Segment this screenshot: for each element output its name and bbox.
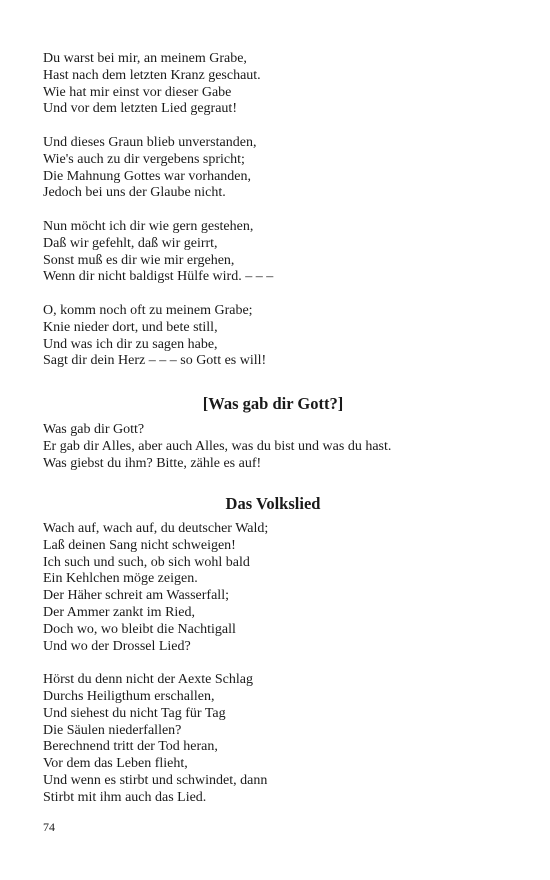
poem-line: Sagt dir dein Herz – – – so Gott es will! xyxy=(43,353,267,369)
poem-line: Der Häher schreit am Wasserfall; xyxy=(43,588,229,604)
poem-line: Wenn dir nicht baldigst Hülfe wird. – – – xyxy=(43,269,274,285)
stanza xyxy=(43,672,503,806)
poem-line: Jedoch bei uns der Glaube nicht. xyxy=(43,185,226,201)
poem-line: Nun möcht ich dir wie gern gestehen, xyxy=(43,218,254,234)
poem-line: Und wenn es stirbt und schwindet, dann xyxy=(43,772,268,788)
poem-line: Daß wir gefehlt, daß wir geirrt, xyxy=(43,235,218,251)
poem-line: Und dieses Graun blieb unverstanden, xyxy=(43,134,257,150)
poem-line: Berechnend tritt der Tod heran, xyxy=(43,739,218,755)
section-das-volkslied xyxy=(43,494,503,807)
prose-line: Was gab dir Gott? xyxy=(43,422,145,437)
poem-line: Durchs Heiligthum erschallen, xyxy=(43,688,215,704)
poem-line: Ein Kehlchen möge zeigen. xyxy=(43,571,198,587)
stanza xyxy=(43,135,503,202)
section-was-gab-dir-gott xyxy=(43,394,503,472)
section-title: Das Volkslied xyxy=(225,494,321,513)
stanza xyxy=(43,51,503,118)
poem-line: Vor dem das Leben flieht, xyxy=(43,756,188,772)
poem-line: Laß deinen Sang nicht schweigen! xyxy=(43,537,236,553)
poem-grave xyxy=(43,51,503,370)
poem-line: O, komm noch oft zu meinem Grabe; xyxy=(43,302,253,318)
prose-line: Was giebst du ihm? Bitte, zähle es auf! xyxy=(43,455,262,471)
poem-line: Wie's auch zu dir vergebens spricht; xyxy=(43,151,245,167)
poem-line: Wie hat mir einst vor dieser Gabe xyxy=(43,84,232,100)
poem-line: Doch wo, wo bleibt die Nachtigall xyxy=(43,621,236,637)
poem-line: Ich such und such, ob sich wohl bald xyxy=(43,554,250,570)
poem-line: Der Ammer zankt im Ried, xyxy=(43,604,196,620)
poem-line: Hast nach dem letzten Kranz geschaut. xyxy=(43,67,261,83)
prose-line: Er gab dir Alles, aber auch Alles, was du bist und was du hast. xyxy=(43,438,392,454)
poem-line: Hörst du denn nicht der Aexte Schlag xyxy=(43,672,253,688)
poem-line: Sonst muß es dir wie mir ergehen, xyxy=(43,252,235,268)
poem-line: Und wo der Drossel Lied? xyxy=(43,638,191,654)
poem-line: Und was ich dir zu sagen habe, xyxy=(43,336,218,352)
poem-line: Die Mahnung Gottes war vorhanden, xyxy=(43,168,252,184)
poem-line: Knie nieder dort, und bete still, xyxy=(43,319,218,335)
poem-line: Und siehest du nicht Tag für Tag xyxy=(43,705,226,721)
poem-line: Du warst bei mir, an meinem Grabe, xyxy=(43,51,247,66)
page-number: 74 xyxy=(43,820,55,834)
poem-line: Stirbt mit ihm auch das Lied. xyxy=(43,789,207,805)
section-title: [Was gab dir Gott?] xyxy=(202,394,344,413)
poem-line: Und vor dem letzten Lied gegraut! xyxy=(43,101,237,117)
stanza xyxy=(43,521,503,655)
poem-line: Die Säulen niederfallen? xyxy=(43,722,182,738)
stanza xyxy=(43,303,503,370)
stanza xyxy=(43,219,503,286)
poem-line: Wach auf, wach auf, du deutscher Wald; xyxy=(43,521,269,536)
